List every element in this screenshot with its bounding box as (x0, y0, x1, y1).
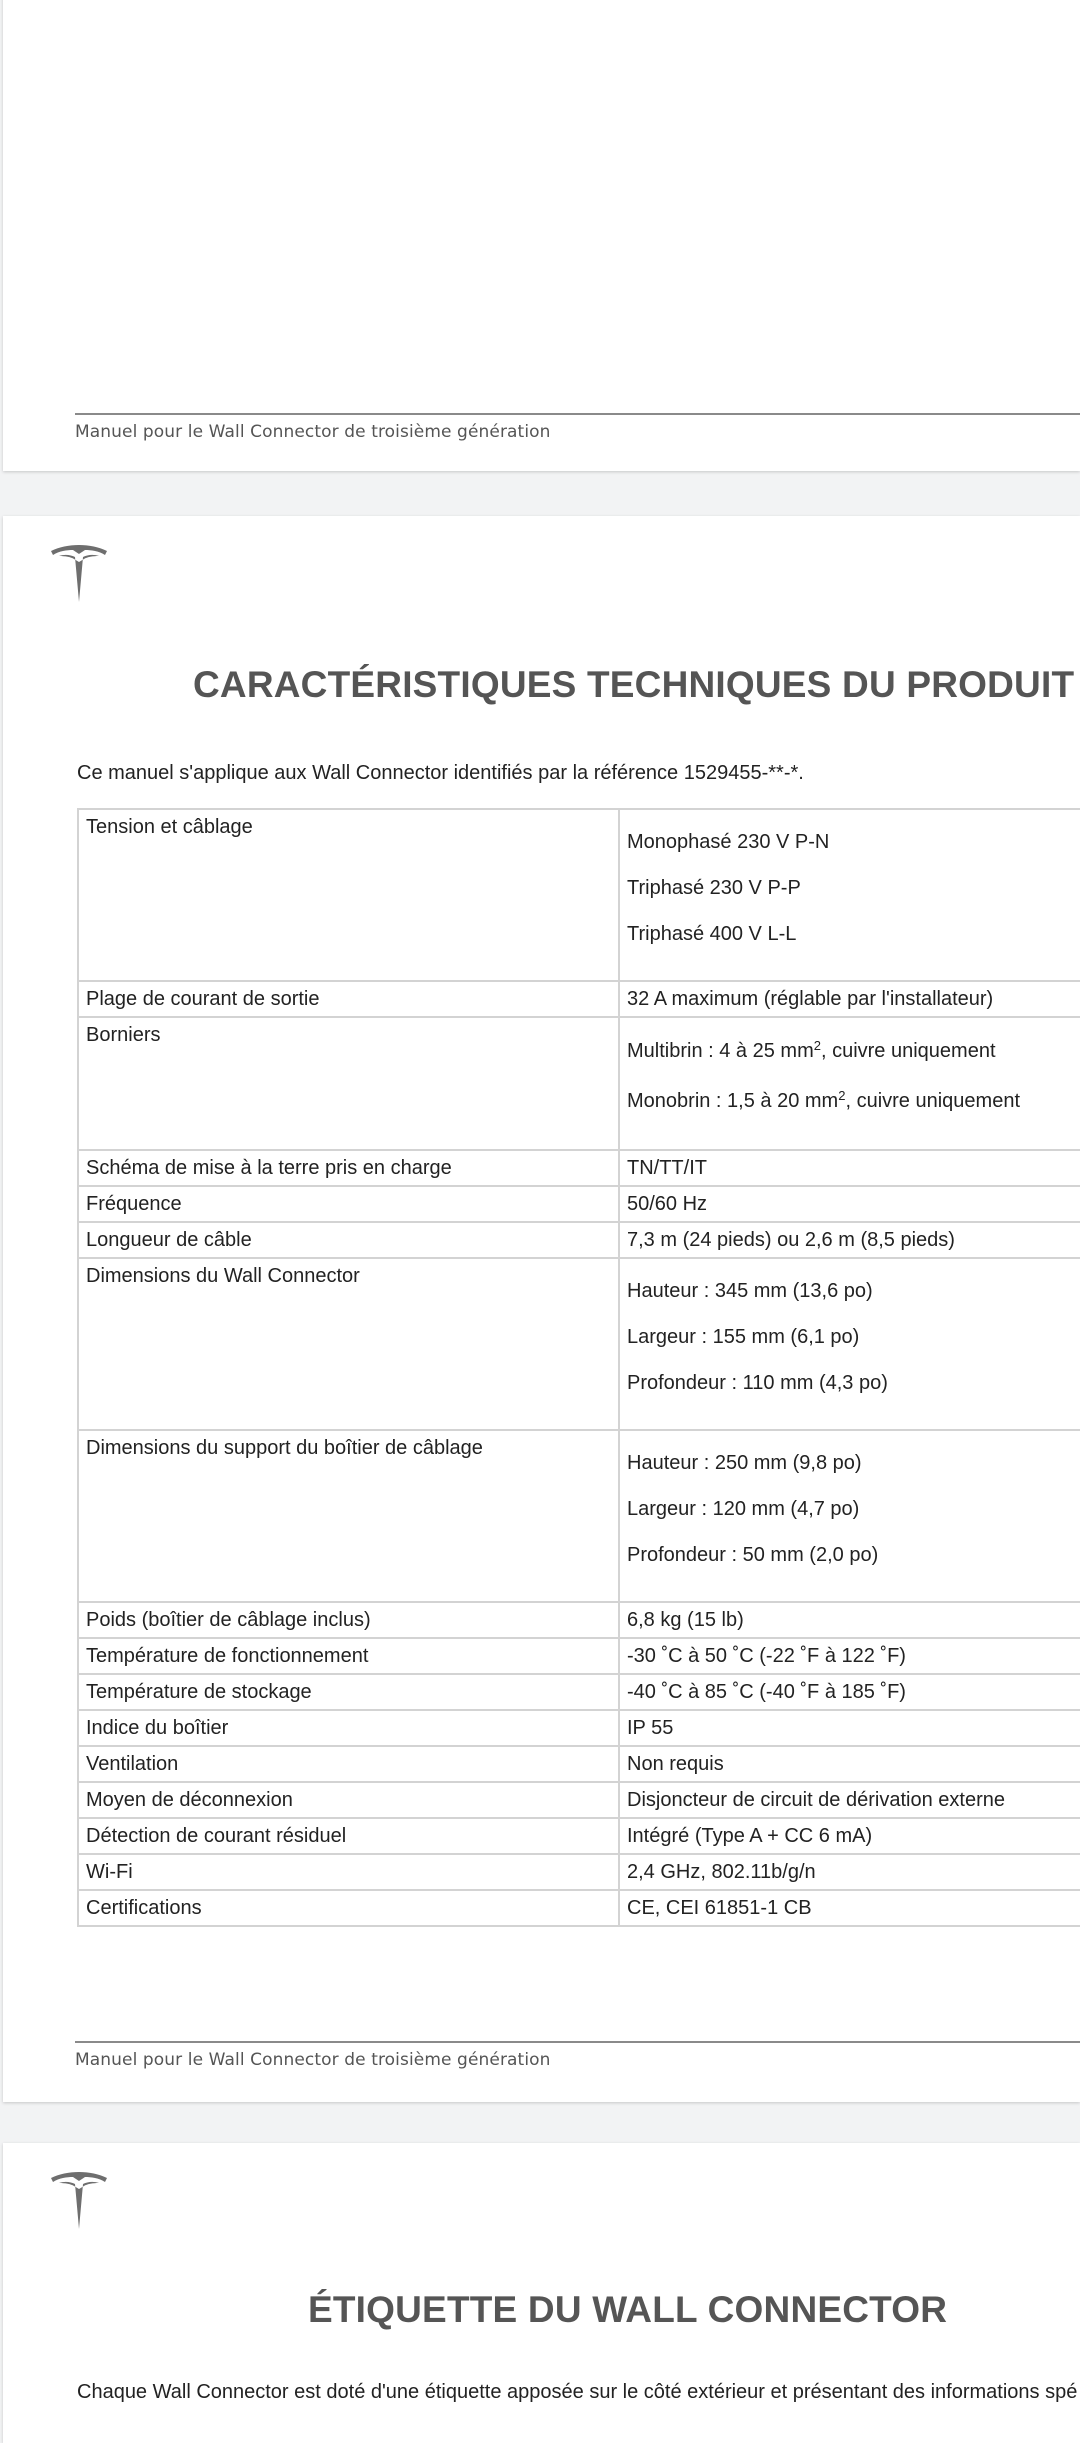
table-row (78, 1602, 1080, 1638)
spec-value (619, 809, 1080, 981)
spec-value-line: Triphasé 400 V L-L (627, 923, 797, 945)
spec-label: Schéma de mise à la terre pris en charge (78, 1150, 619, 1186)
table-row (78, 1430, 1080, 1602)
spec-value-line: Profondeur : 110 mm (4,3 po) (627, 1372, 888, 1394)
spec-value-line: Monophasé 230 V P-N (627, 831, 830, 853)
spec-value (619, 1430, 1080, 1602)
tesla-logo-icon (47, 2169, 111, 2233)
footer-divider (75, 413, 1080, 415)
spec-label: Tension et câblage (78, 809, 619, 981)
spec-value: -40 ˚C à 85 ˚C (-40 ˚F à 185 ˚F) (619, 1674, 1080, 1710)
table-row (78, 1746, 1080, 1782)
spec-label: Ventilation (78, 1746, 619, 1782)
spec-value: 50/60 Hz (619, 1186, 1080, 1222)
specifications-table (77, 808, 1080, 1927)
spec-value: 2,4 GHz, 802.11b/g/n (619, 1854, 1080, 1890)
table-row (78, 809, 1080, 981)
table-row (78, 1150, 1080, 1186)
spec-value: 7,3 m (24 pieds) ou 2,6 m (8,5 pieds) (619, 1222, 1080, 1258)
table-row (78, 1710, 1080, 1746)
spec-label: Moyen de déconnexion (78, 1782, 619, 1818)
spec-label: Plage de courant de sortie (78, 981, 619, 1017)
table-row (78, 1782, 1080, 1818)
page-footer: Manuel pour le Wall Connector de troisième génération (75, 2050, 551, 2070)
spec-value (619, 1017, 1080, 1150)
spec-label: Longueur de câble (78, 1222, 619, 1258)
spec-label: Dimensions du Wall Connector (78, 1258, 619, 1430)
spec-value (619, 1258, 1080, 1430)
tesla-logo-icon (47, 542, 111, 606)
spec-value: Intégré (Type A + CC 6 mA) (619, 1818, 1080, 1854)
table-row (78, 1017, 1080, 1150)
spec-value-line: Multibrin : 4 à 25 $mm^2$, cuivre uniquement (627, 1038, 996, 1062)
spec-value-line: Hauteur : 345 mm (13,6 po) (627, 1280, 873, 1302)
table-row (78, 1854, 1080, 1890)
spec-label: Wi-Fi (78, 1854, 619, 1890)
page-title: ÉTIQUETTE DU WALL CONNECTOR (308, 2289, 948, 2330)
table-row (78, 1222, 1080, 1258)
document-page-1 (3, 0, 1080, 471)
table-row (78, 981, 1080, 1017)
spec-label: Poids (boîtier de câblage inclus) (78, 1602, 619, 1638)
page-footer: Manuel pour le Wall Connector de troisième génération (75, 422, 551, 442)
spec-value-line: Hauteur : 250 mm (9,8 po) (627, 1452, 862, 1474)
spec-value-line: Monobrin : 1,5 à 20 $mm^2$, cuivre uniquement (627, 1088, 1020, 1112)
spec-label: Certifications (78, 1890, 619, 1926)
table-row (78, 1186, 1080, 1222)
spec-value: Disjoncteur de circuit de dérivation externe (619, 1782, 1080, 1818)
spec-value: Non requis (619, 1746, 1080, 1782)
spec-label: Indice du boîtier (78, 1710, 619, 1746)
spec-value: IP 55 (619, 1710, 1080, 1746)
spec-value: -30 ˚C à 50 ˚C (-22 ˚F à 122 ˚F) (619, 1638, 1080, 1674)
document-page-2 (3, 516, 1080, 2102)
table-row (78, 1258, 1080, 1430)
spec-value-line: Triphasé 230 V P-P (627, 877, 801, 899)
spec-label: Détection de courant résiduel (78, 1818, 619, 1854)
document-page-3 (3, 2143, 1080, 2443)
spec-value-line: Profondeur : 50 mm (2,0 po) (627, 1544, 879, 1566)
spec-label: Borniers (78, 1017, 619, 1150)
spec-value-line: Largeur : 155 mm (6,1 po) (627, 1326, 860, 1348)
table-row (78, 1890, 1080, 1926)
table-row (78, 1818, 1080, 1854)
spec-value: 32 A maximum (réglable par l'installateur) (619, 981, 1080, 1017)
intro-paragraph: Ce manuel s'applique aux Wall Connector identifiés par la référence 1529455-**-*. (77, 762, 804, 784)
intro-paragraph: Chaque Wall Connector est doté d'une étiquette apposée sur le côté extérieur et présentant des informations spé (77, 2381, 1078, 2403)
spec-value: TN/TT/IT (619, 1150, 1080, 1186)
spec-label: Température de fonctionnement (78, 1638, 619, 1674)
spec-value-line: Largeur : 120 mm (4,7 po) (627, 1498, 860, 1520)
table-row (78, 1638, 1080, 1674)
spec-value: CE, CEI 61851-1 CB (619, 1890, 1080, 1926)
spec-label: Température de stockage (78, 1674, 619, 1710)
page-title: CARACTÉRISTIQUES TECHNIQUES DU PRODUIT (193, 664, 1075, 705)
footer-divider (75, 2041, 1080, 2043)
spec-label: Fréquence (78, 1186, 619, 1222)
spec-value: 6,8 kg (15 lb) (619, 1602, 1080, 1638)
table-row (78, 1674, 1080, 1710)
spec-label: Dimensions du support du boîtier de câblage (78, 1430, 619, 1602)
